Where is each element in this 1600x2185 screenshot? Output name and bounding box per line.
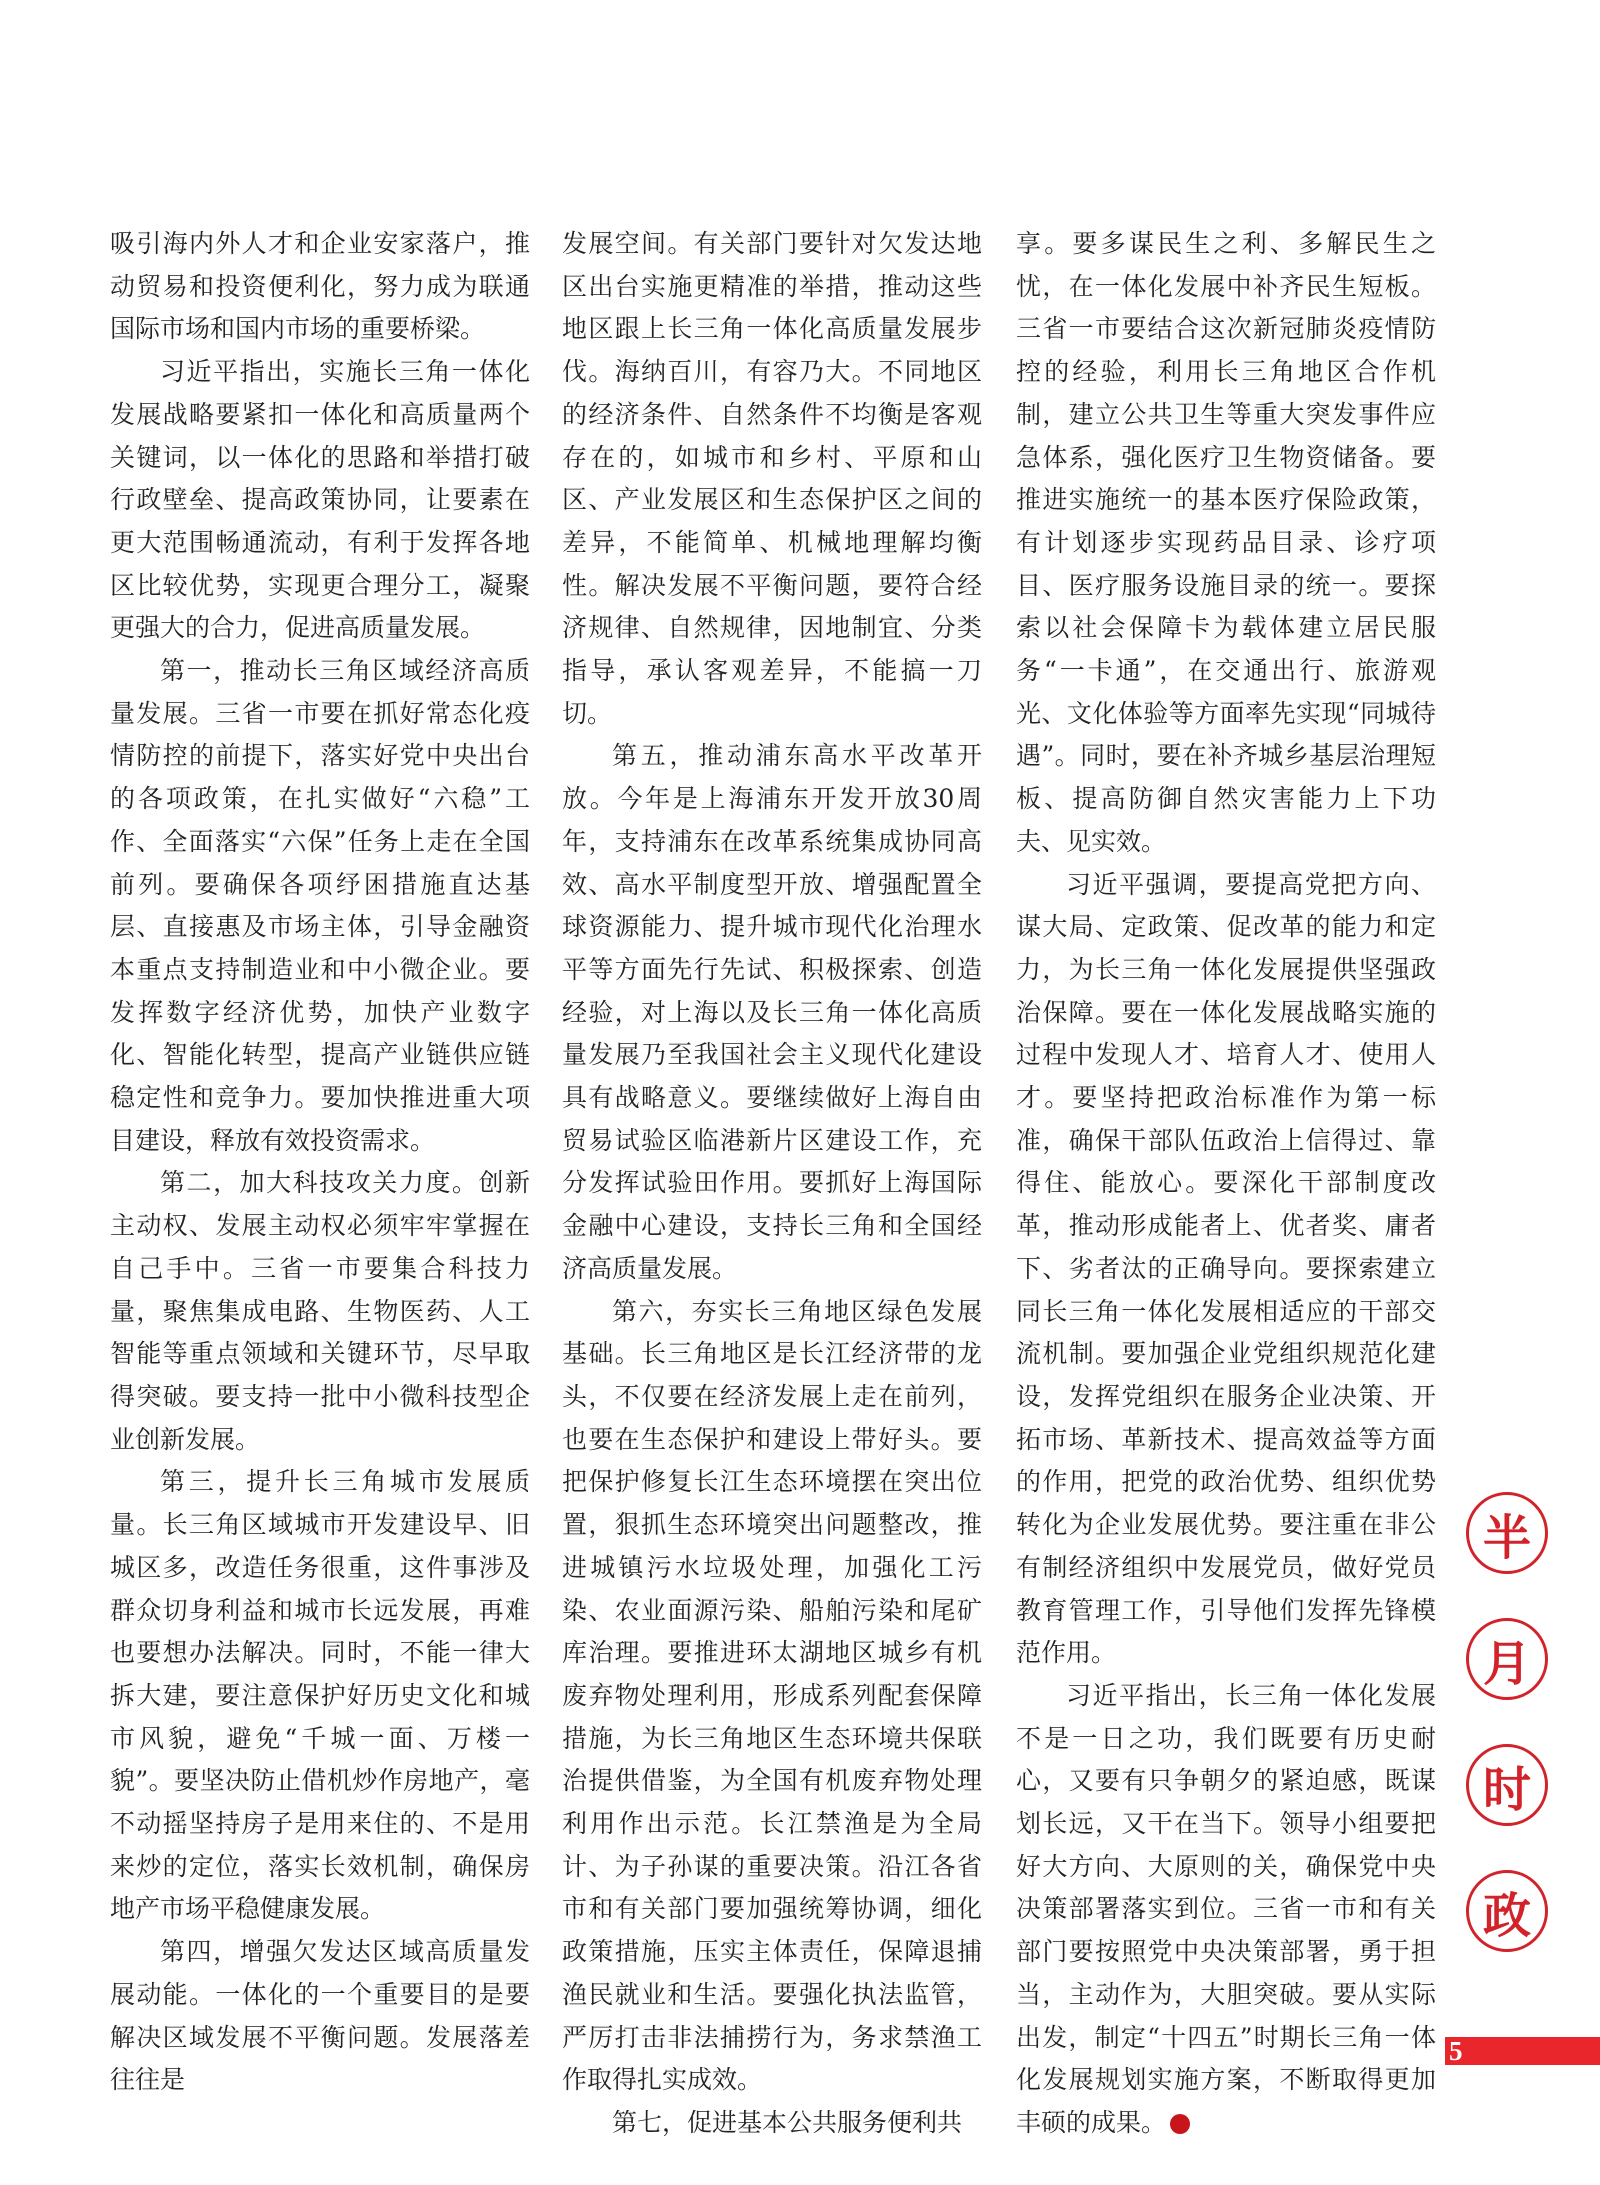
magazine-seal-char-4: 政	[1466, 1870, 1548, 1952]
text-column-1	[110, 223, 530, 2102]
page-number: 5	[1449, 2036, 1463, 2066]
paragraph: 第五，推动浦东高水平改革开放。今年是上海浦东开发开放30周年，支持浦东在改革系统集成协同高效、高水平制度型开放、增强配置全球资源能力、提升城市现代化治理水平等方面先行先试、积极探索、创造经验，对上海以及长三角一体化高质量发展乃至我国社会主义现代化建设具有战略意义。要继续做好上海自由贸易试验区临港新片区建设工作，充分发挥试验田作用。要抓好上海国际金融中心建设，支持长三角和全国经济高质量发展。	[562, 741, 982, 1283]
paragraph-text: 习近平指出，长三角一体化发展不是一日之功，我们既要有历史耐心，又要有只争朝夕的紧迫感，既谋划长远，又干在当下。领导小组要把好大方向、大原则的关，确保党中央决策部署落实到位。三省一市和有关部门要按照党中央决策部署，勇于担当，主动作为，大胆突破。要从实际出发，制定“十四五”时期长三角一体化发展规划实施方案，不断取得更加丰硕的成果。	[1016, 1680, 1436, 2137]
paragraph: 发展空间。有关部门要针对欠发达地区出台实施更精准的举措，推动这些地区跟上长三角一体化高质量发展步伐。海纳百川，有容乃大。不同地区的经济条件、自然条件不均衡是客观存在的，如城市和乡村、平原和山区、产业发展区和生态保护区之间的差异，不能简单、机械地理解均衡性。解决发展不平衡问题，要符合经济规律、自然规律，因地制宜、分类指导，承认客观差异，不能搞一刀切。	[562, 229, 982, 728]
paragraph: 第六，夯实长三角地区绿色发展基础。长三角地区是长江经济带的龙头，不仅要在经济发展上走在前列，也要在生态保护和建设上带好头。要把保护修复长江生态环境摆在突出位置，狠抓生态环境突出问题整改，推进城镇污水垃圾处理，加强化工污染、农业面源污染、船舶污染和尾矿库治理。要推进环太湖地区城乡有机废弃物处理利用，形成系列配套保障措施，为长三角地区生态环境共保联治提供借鉴，为全国有机废弃物处理利用作出示范。长江禁渔是为全局计、为子孙谋的重要决策。沿江各省市和有关部门要加强统筹协调，细化政策措施，压实主体责任，保障退捕渔民就业和生活。要强化执法监管，严厉打击非法捕捞行为，务求禁渔工作取得扎实成效。	[562, 1296, 982, 2095]
paragraph: 习近平指出，实施长三角一体化发展战略要紧扣一体化和高质量两个关键词，以一体化的思路和举措打破行政壁垒、提高政策协同，让要素在更大范围畅通流动，有利于发挥各地区比较优势，实现更合理分工，凝聚更强大的合力，促进高质量发展。	[110, 357, 530, 643]
paragraph: 吸引海内外人才和企业安家落户，推动贸易和投资便利化，努力成为联通国际市场和国内市场的重要桥梁。	[110, 229, 530, 344]
text-column-2	[562, 223, 982, 2145]
paragraph: 第四，增强欠发达区域高质量发展动能。一体化的一个重要目的是要解决区域发展不平衡问题。发展落差往往是	[110, 1937, 530, 2095]
paragraph: 第三，提升长三角城市发展质量。长三角区域城市开发建设早、旧城区多，改造任务很重，这件事涉及群众切身利益和城市长远发展，再难也要想办法解决。同时，不能一律大拆大建，要注意保护好历史文化和城市风貌，避免“千城一面、万楼一貌”。要坚决防止借机炒作房地产，毫不动摇坚持房子是用来住的、不是用来炒的定位，落实长效机制，确保房地产市场平稳健康发展。	[110, 1467, 530, 1924]
magazine-seal-char-1: 半	[1466, 1492, 1548, 1574]
paragraph: 享。要多谋民生之利、多解民生之忧，在一体化发展中补齐民生短板。三省一市要结合这次新冠肺炎疫情防控的经验，利用长三角地区合作机制，建立公共卫生等重大突发事件应急体系，强化医疗卫生物资储备。要推进实施统一的基本医疗保险政策，有计划逐步实现药品目录、诊疗项目、医疗服务设施目录的统一。要探索以社会保障卡为载体建立居民服务“一卡通”，在交通出行、旅游观光、文化体验等方面率先实现“同城待遇”。同时，要在补齐城乡基层治理短板、提高防御自然灾害能力上下功夫、见实效。	[1016, 229, 1436, 856]
paragraph: 第二，加大科技攻关力度。创新主动权、发展主动权必须牢牢掌握在自己手中。三省一市要集合科技力量，聚焦集成电路、生物医药、人工智能等重点领域和关键环节，尽早取得突破。要支持一批中小微科技型企业创新发展。	[110, 1168, 530, 1454]
paragraph: 第七，促进基本公共服务便利共	[612, 2107, 963, 2137]
text-column-3	[1016, 223, 1436, 2145]
paragraph: 第一，推动长三角区域经济高质量发展。三省一市要在抓好常态化疫情防控的前提下，落实好党中央出台的各项政策，在扎实做好“六稳”工作、全面落实“六保”任务上走在全国前列。要确保各项纾困措施直达基层、直接惠及市场主体，引导金融资本重点支持制造业和中小微企业。要发挥数字经济优势，加快产业数字化、智能化转型，提高产业链供应链稳定性和竞争力。要加快推进重大项目建设，释放有效投资需求。	[110, 656, 530, 1155]
magazine-seal-char-3: 时	[1466, 1744, 1548, 1826]
page-number-bar	[1445, 2037, 1600, 2065]
paragraph: 习近平强调，要提高党把方向、谋大局、定政策、促改革的能力和定力，为长三角一体化发展提供坚强政治保障。要在一体化发展战略实施的过程中发现人才、培育人才、使用人才。要坚持把政治标准作为第一标准，确保干部队伍政治上信得过、靠得住、能放心。要深化干部制度改革，推动形成能者上、优者奖、庸者下、劣者汰的正确导向。要探索建立同长三角一体化发展相适应的干部交流机制。要加强企业党组织规范化建设，发挥党组织在服务企业决策、开拓市场、革新技术、提高效益等方面的作用，把党的政治优势、组织优势转化为企业发展优势。要注重在非公有制经济组织中发展党员，做好党员教育管理工作，引导他们发挥先锋模范作用。	[1016, 869, 1436, 1668]
magazine-seal-char-2: 月	[1466, 1618, 1548, 1700]
circle-end-mark-icon	[1170, 2114, 1190, 2134]
final-paragraph	[1016, 1675, 1436, 2145]
